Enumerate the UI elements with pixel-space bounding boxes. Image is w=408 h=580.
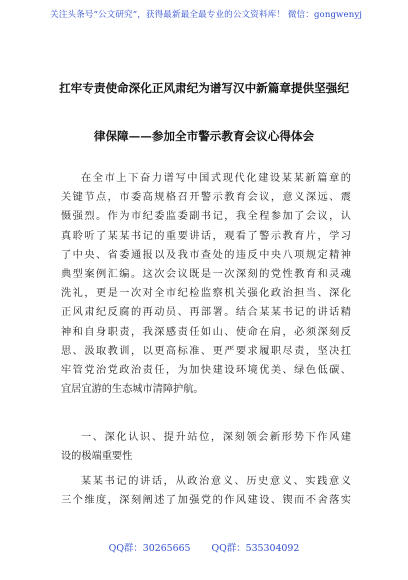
footer-contacts bbox=[0, 540, 408, 554]
text-line: 关键节点，市委高规格召开警示教育会议，意义深远、震 bbox=[61, 192, 351, 204]
text-line: 慑强烈。作为市纪委监委副书记，我全程参加了会议，认 bbox=[61, 211, 351, 223]
text-line: 典型案例汇编。这次会议既是一次深刻的党性教育和灵魂 bbox=[61, 269, 351, 281]
paragraph-1 bbox=[61, 169, 351, 399]
section-heading-1 bbox=[61, 428, 351, 466]
text-line: 了中央、省委通报以及我市查处的违反中央八项规定精神 bbox=[61, 249, 351, 261]
text-line: 设的极端重要性 bbox=[61, 451, 133, 463]
document-title-line-2: 律保障——参加全市警示教育会议心得体会 bbox=[93, 129, 315, 143]
document-title-line-1: 扛牢专责使命深化正风肃纪为谱写汉中新篇章提供坚强纪 bbox=[59, 81, 349, 95]
text-line: 牢管党治党政治责任，为加快建设环境优美、绿色低碳、 bbox=[61, 365, 351, 377]
text-line: 真聆听了某某书记的重要讲话，观看了警示教育片，学习 bbox=[61, 230, 351, 242]
text-line: 神和自身职责，我深感责任如山、使命在肩，必须深刻反 bbox=[61, 326, 351, 338]
footer-qq-group-1: QQ群：30265665 bbox=[108, 543, 191, 554]
text-line: 在全市上下奋力谱写中国式现代化建设某某新篇章的 bbox=[81, 173, 351, 184]
header-notice: 关注头条号“公文研究”，获得最新最全最专业的公文资料库！ 微信：gongwenyj bbox=[50, 10, 363, 20]
paragraph-3 bbox=[61, 472, 351, 510]
text-line: 某某书记的讲话，从政治意义、历史意义、实践意义 bbox=[81, 476, 351, 487]
text-line: 正风肃纪反腐的再动员、再部署。结合某某书记的讲话精 bbox=[61, 307, 351, 319]
text-line: 思、汲取教训，以更高标准、更严要求履职尽责，坚决扛 bbox=[61, 345, 351, 357]
footer-qq-group-2: QQ群：535304092 bbox=[211, 543, 300, 554]
text-line: 洗礼，更是一次对全市纪检监察机关强化政治担当、深化 bbox=[61, 288, 351, 300]
text-line: 宜居宜游的生态城市清障护航。 bbox=[61, 384, 204, 396]
text-line: 三个维度，深刻阐述了加强党的作风建设、锲而不舍落实 bbox=[61, 495, 351, 507]
text-line: 一、深化认识、提升站位，深刻领会新形势下作风建 bbox=[81, 432, 351, 443]
